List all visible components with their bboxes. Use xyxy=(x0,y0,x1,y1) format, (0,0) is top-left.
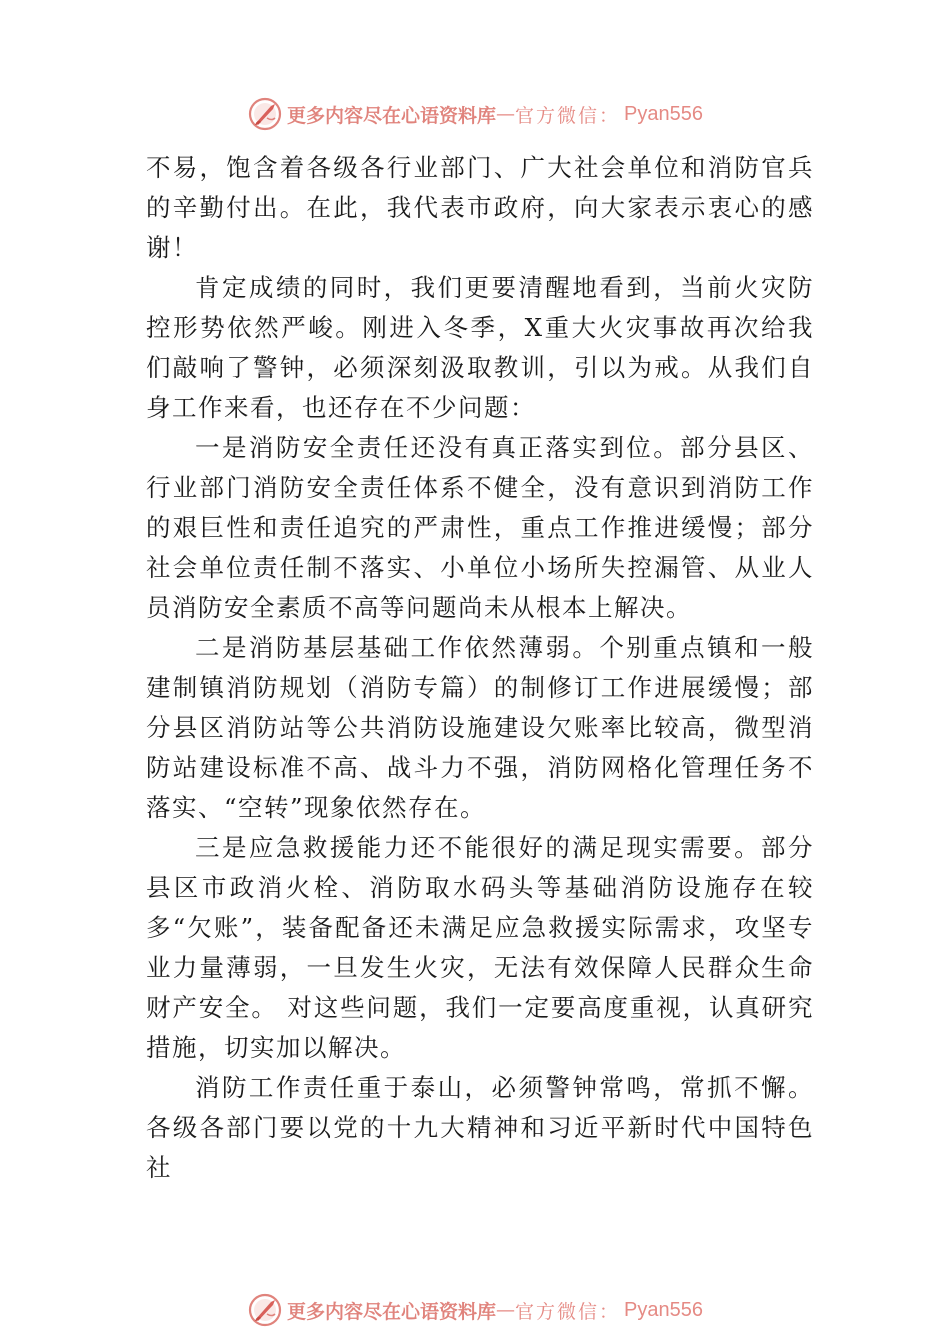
banner-wechat-label: 官方微信： xyxy=(515,1300,621,1323)
banner-title: 更多内容尽在心语资料库 xyxy=(287,104,497,127)
banner-wechat-id: Pyan556 xyxy=(624,102,703,125)
brush-logo-icon xyxy=(247,96,283,132)
paragraph-situation: 肯定成绩的同时，我们更要清醒地看到，当前火灾防控形势依然严峻。刚进入冬季，X重大火灾事故再次给我们敲响了警钟，必须深刻汲取教训，引以为戒。从我们自身工作来看，也还存在不少问题： xyxy=(146,273,814,422)
document-body xyxy=(146,148,814,1188)
paragraph-issue-one: 一是消防安全责任还没有真正落实到位。部分县区、行业部门消防安全责任体系不健全，没有意识到消防工作的艰巨性和责任追究的严肃性，重点工作推进缓慢；部分社会单位责任制不落实、小单位小场所失控漏管、从业人员消防安全素质不高等问题尚未从根本上解决。 xyxy=(146,433,814,622)
paragraph-issue-three: 三是应急救援能力还不能很好的满足现实需要。部分县区市政消火栓、消防取水码头等基础消防设施存在较多“欠账”，装备配备还未满足应急救援实际需求，攻坚专业力量薄弱，一旦发生火灾，无法有效保障人民群众生命财产安全。 对这些问题，我们一定要高度重视，认真研究措施，切实加以解决。 xyxy=(146,833,814,1062)
banner-title: 更多内容尽在心语资料库 xyxy=(287,1300,497,1323)
header-banner xyxy=(0,94,950,134)
banner-separator: — xyxy=(496,1299,516,1321)
banner-separator: — xyxy=(496,103,516,125)
footer-banner xyxy=(0,1290,950,1330)
banner-wechat-label: 官方微信： xyxy=(515,104,621,127)
paragraph-issue-two: 二是消防基层基础工作依然薄弱。个别重点镇和一般建制镇消防规划（消防专篇）的制修订工作进展缓慢；部分县区消防站等公共消防设施建设欠账率比较高，微型消防站建设标准不高、战斗力不强，消防网格化管理任务不落实、“空转”现象依然存在。 xyxy=(146,633,814,822)
paragraph-continued: 不易，饱含着各级各行业部门、广大社会单位和消防官兵的辛勤付出。在此，我代表市政府，向大家表示衷心的感谢！ xyxy=(146,153,814,262)
banner-wechat-id: Pyan556 xyxy=(624,1298,703,1321)
paragraph-responsibility: 消防工作责任重于泰山，必须警钟常鸣，常抓不懈。各级各部门要以党的十九大精神和习近平新时代中国特色社 xyxy=(146,1073,814,1182)
brush-logo-icon xyxy=(247,1292,283,1328)
